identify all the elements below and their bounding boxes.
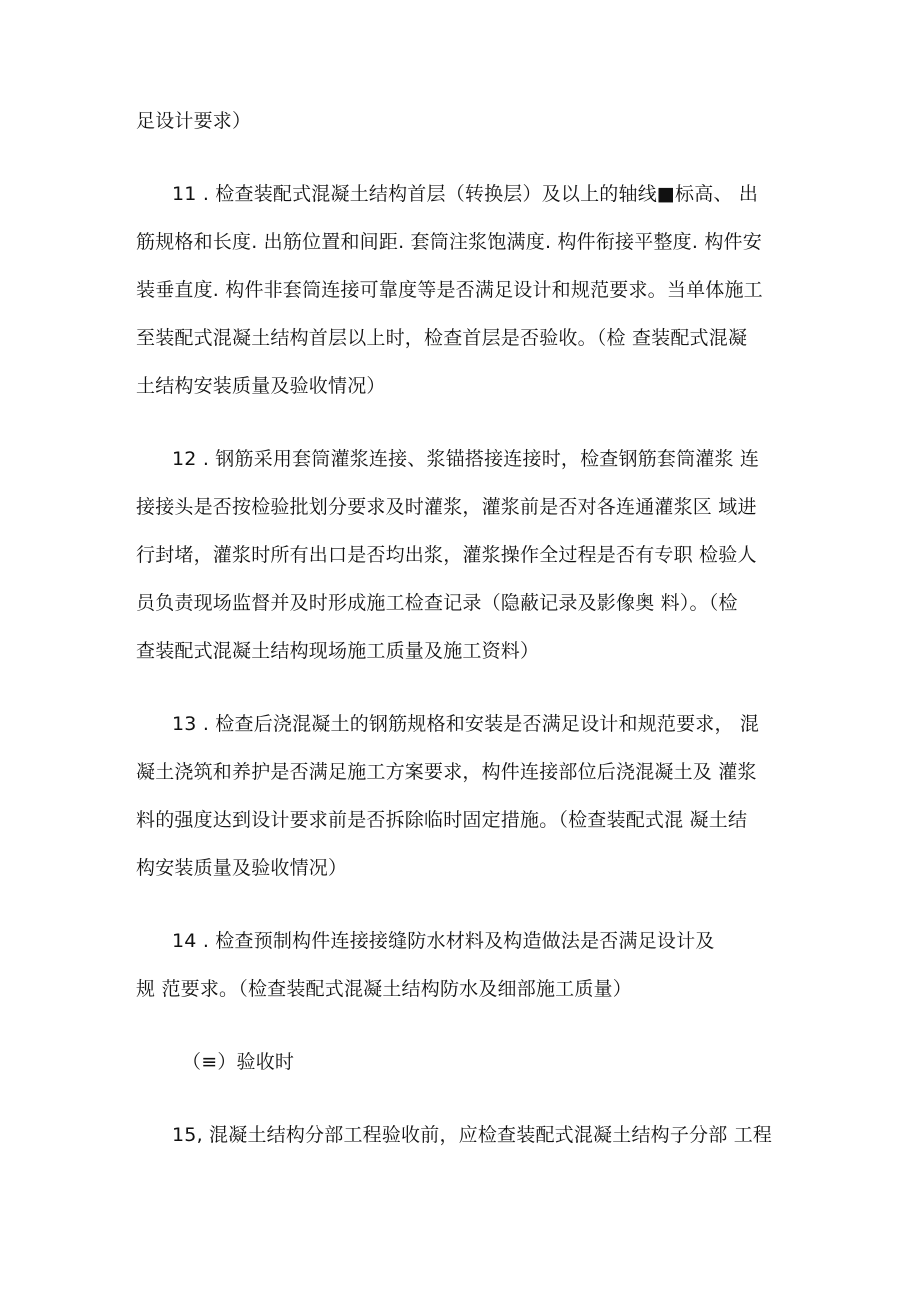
paragraph-11-line-5: 土结构安装质量及验收情况） bbox=[136, 375, 386, 397]
paragraph-15-line-1: 15, 混凝土结构分部工程验收前，应检查装配式混凝土结构子分部 工程 bbox=[172, 1124, 773, 1146]
paragraph-11-line-3: 装垂直度. 构件非套筒连接可靠度等是否满足设计和规范要求。当单体施工 bbox=[136, 279, 763, 301]
paragraph-12-line-1: 12 . 钢筋采用套筒灌浆连接、浆锚搭接连接时，检查钢筋套筒灌浆 连 bbox=[172, 448, 760, 470]
paragraph-14-line-2: 规 范要求。（检查装配式混凝土结构防水及细部施工质量） bbox=[136, 978, 632, 1000]
paragraph-12-line-5: 查装配式混凝土结构现场施工质量及施工资料） bbox=[136, 640, 540, 662]
paragraph-13-line-1: 13 . 检查后浇混凝土的钢筋规格和安装是否满足设计和规范要求， 混 bbox=[172, 713, 760, 735]
paragraph-11-line-4: 至装配式混凝土结构首层以上时，检查首层是否验收。（检 查装配式混凝 bbox=[136, 327, 748, 349]
paragraph-11-line-2: 筋规格和长度. 出筋位置和间距. 套筒注浆饱满度. 构件衔接平整度. 构件安 bbox=[136, 231, 762, 253]
paragraph-11-line-1: 11 . 检查装配式混凝土结构首层（转换层）及以上的轴线■标高、 出 bbox=[172, 183, 759, 205]
paragraph-13-line-2: 凝土浇筑和养护是否满足施工方案要求，构件连接部位后浇混凝土及 灌浆 bbox=[136, 761, 757, 783]
paragraph-10-tail: 足设计要求） bbox=[136, 110, 252, 132]
paragraph-13-line-4: 构安装质量及验收情况） bbox=[136, 857, 348, 879]
paragraph-12-line-3: 行封堵，灌浆时所有出口是否均出浆，灌浆操作全过程是否有专职 检验人 bbox=[136, 544, 757, 566]
paragraph-13-line-3: 料的强度达到设计要求前是否拆除临时固定措施。（检查装配式混 凝土结 bbox=[136, 809, 748, 831]
section-heading-acceptance: （≡）验收时 bbox=[182, 1051, 295, 1073]
paragraph-12-line-2: 接接头是否按检验批划分要求及时灌浆，灌浆前是否对各连通灌浆区 域进 bbox=[136, 496, 757, 518]
paragraph-12-line-4: 员负责现场监督并及时形成施工检查记录（隐蔽记录及影像奥 料）。（检 bbox=[136, 592, 738, 614]
paragraph-14-line-1: 14 . 检查预制构件连接接缝防水材料及构造做法是否满足设计及 bbox=[172, 930, 715, 952]
